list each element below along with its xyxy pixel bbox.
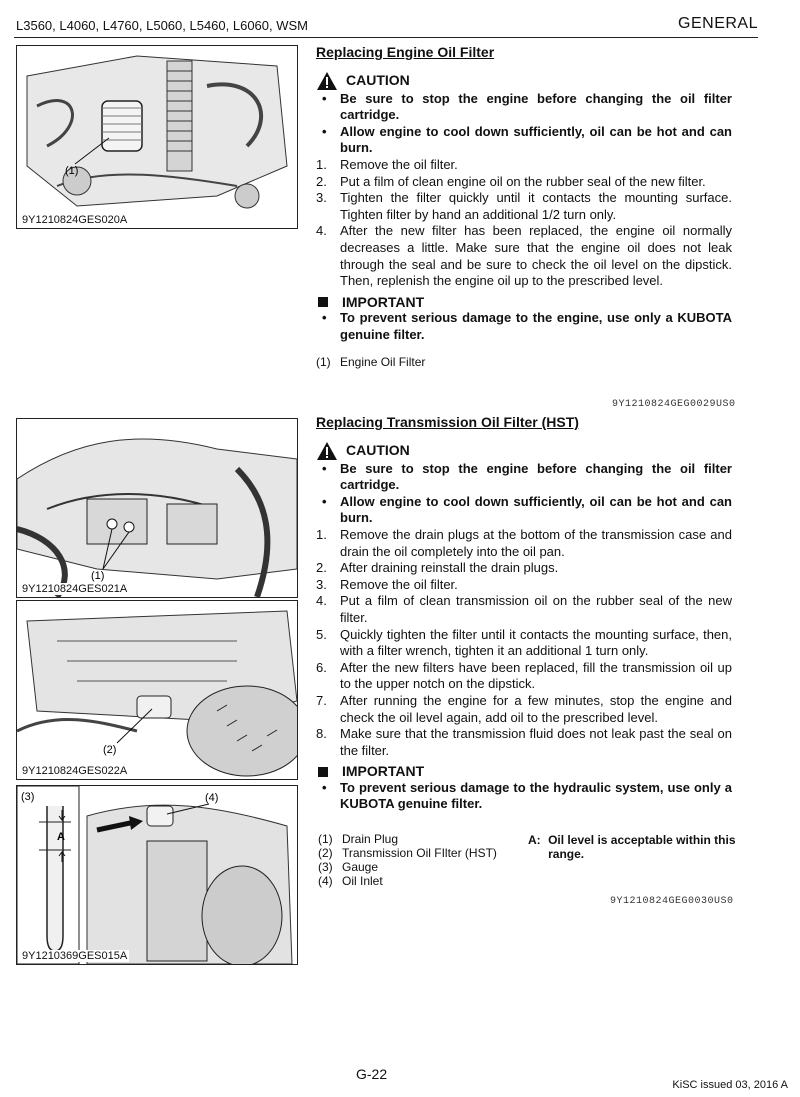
caution-label: CAUTION bbox=[346, 72, 410, 89]
step-item: 4. Put a film of clean transmission oil on the rubber seal of the new filter. bbox=[316, 593, 732, 625]
figure-dipstick bbox=[16, 785, 298, 965]
step-item: 2. Put a film of clean engine oil on the rubber seal of the new filter. bbox=[316, 173, 706, 189]
legend bbox=[316, 354, 732, 371]
caution-list bbox=[316, 91, 732, 157]
warning-triangle-icon bbox=[316, 71, 338, 91]
section-title: Replacing Transmission Oil Filter (HST) bbox=[316, 414, 579, 430]
caution-list bbox=[316, 461, 732, 527]
important-square-icon bbox=[318, 297, 328, 307]
legend-item: (4) Oil Inlet bbox=[318, 874, 383, 888]
step-item: 7. After running the engine for a few minutes, stop the engine and check the oil level again, add oil to the prescribed level. bbox=[316, 692, 732, 725]
warning-triangle-icon bbox=[316, 441, 338, 461]
step-item: 1. Remove the drain plugs at the bottom of the transmission case and drain the oil completely into the oil pan. bbox=[316, 526, 732, 559]
drain-plugs-illustration bbox=[17, 419, 297, 597]
figure-engine-oil-filter bbox=[16, 45, 298, 229]
step-item: 3. Tighten the filter quickly until it contacts the mounting surface. Tighten filter by hand an additional 1/2 turn only. bbox=[316, 190, 732, 222]
caution-item: • Be sure to stop the engine before changing the oil filter cartridge. bbox=[322, 90, 732, 123]
header-divider bbox=[14, 37, 758, 38]
legend-item: (2) Transmission Oil FIlter (HST) bbox=[318, 846, 497, 860]
page-number: G-22 bbox=[356, 1066, 388, 1082]
callout-4: (4) bbox=[205, 792, 219, 804]
important-label: IMPORTANT bbox=[342, 763, 425, 780]
important-header bbox=[316, 763, 732, 780]
legend-item: (3) Gauge bbox=[318, 860, 379, 874]
section-engine-oil-filter bbox=[316, 44, 732, 370]
reference-code: 9Y1210824GEG0030US0 bbox=[610, 896, 734, 907]
header-section: GENERAL bbox=[678, 15, 758, 32]
caution-label: CAUTION bbox=[346, 442, 410, 459]
header-models: L3560, L4060, L4760, L5060, L5460, L6060, WSM bbox=[16, 18, 309, 33]
important-header bbox=[316, 294, 732, 311]
step-item: 6. After the new filters have been replaced, fill the transmission oil up to the upper notch on the dipstick. bbox=[316, 659, 732, 692]
section-title: Replacing Engine Oil Filter bbox=[316, 44, 495, 60]
step-item: 3. Remove the oil filter. bbox=[316, 576, 458, 592]
step-item: 5. Quickly tighten the filter until it contacts the mounting surface, then, with a filter wrench, tighten it an additional 1 turn only. bbox=[316, 626, 732, 659]
important-list bbox=[316, 310, 732, 343]
transmission-filter-illustration bbox=[17, 601, 297, 779]
step-item: 1. Remove the oil filter. bbox=[316, 156, 458, 172]
reference-code: 9Y1210824GEG0029US0 bbox=[612, 399, 736, 410]
step-item: 8. Make sure that the transmission fluid does not leak past the seal on the filter. bbox=[316, 726, 732, 758]
caution-header bbox=[316, 71, 732, 91]
step-item: 2. After draining reinstall the drain plugs. bbox=[316, 560, 559, 576]
issue-info: KiSC issued 03, 2016 A bbox=[672, 1079, 788, 1091]
legend-item: (1) Engine Oil Filter bbox=[316, 354, 426, 369]
step-item: 4. After the new filter has been replaced, the engine oil normally decreases a little. Make sure that the engine oil does not leak through the seal and be sure to check the oil level on the dipstick. Then, replenish the engine oil up to the prescribed level. bbox=[316, 223, 732, 289]
note-oil-level: A: Oil level is acceptable within this range. bbox=[528, 833, 736, 861]
callout-A: A bbox=[57, 831, 65, 843]
caution-item: • Be sure to stop the engine before changing the oil filter cartridge. bbox=[322, 460, 732, 493]
important-list bbox=[316, 780, 732, 813]
engine-oil-filter-illustration bbox=[17, 46, 297, 228]
step-list bbox=[316, 157, 732, 290]
important-square-icon bbox=[318, 767, 328, 777]
figure-transmission-filter bbox=[16, 600, 298, 780]
figure-caption: 9Y1210369GES015A bbox=[22, 950, 128, 962]
callout-1: (1) bbox=[91, 570, 105, 582]
important-item: • To prevent serious damage to the engine, use only a KUBOTA genuine filter. bbox=[322, 310, 732, 342]
caution-item: • Allow engine to cool down sufficiently, oil can be hot and can burn. bbox=[322, 123, 732, 156]
figure-caption: 9Y1210824GES021A bbox=[22, 583, 128, 595]
figure-caption: 9Y1210824GES022A bbox=[22, 765, 128, 777]
caution-item: • Allow engine to cool down sufficiently, oil can be hot and can burn. bbox=[322, 493, 732, 526]
legend-item: (1) Drain Plug bbox=[318, 832, 399, 846]
figure-caption: 9Y1210824GES020A bbox=[22, 214, 128, 226]
important-label: IMPORTANT bbox=[342, 293, 425, 310]
step-list bbox=[316, 527, 732, 759]
dipstick-illustration bbox=[17, 786, 297, 964]
callout-1: (1) bbox=[65, 165, 79, 177]
figure-drain-plugs bbox=[16, 418, 298, 598]
section-hst-filter bbox=[316, 414, 732, 813]
important-item: • To prevent serious damage to the hydraulic system, use only a KUBOTA genuine filter. bbox=[322, 779, 732, 812]
caution-header bbox=[316, 441, 732, 461]
callout-2: (2) bbox=[103, 744, 117, 756]
callout-3: (3) bbox=[21, 791, 35, 803]
